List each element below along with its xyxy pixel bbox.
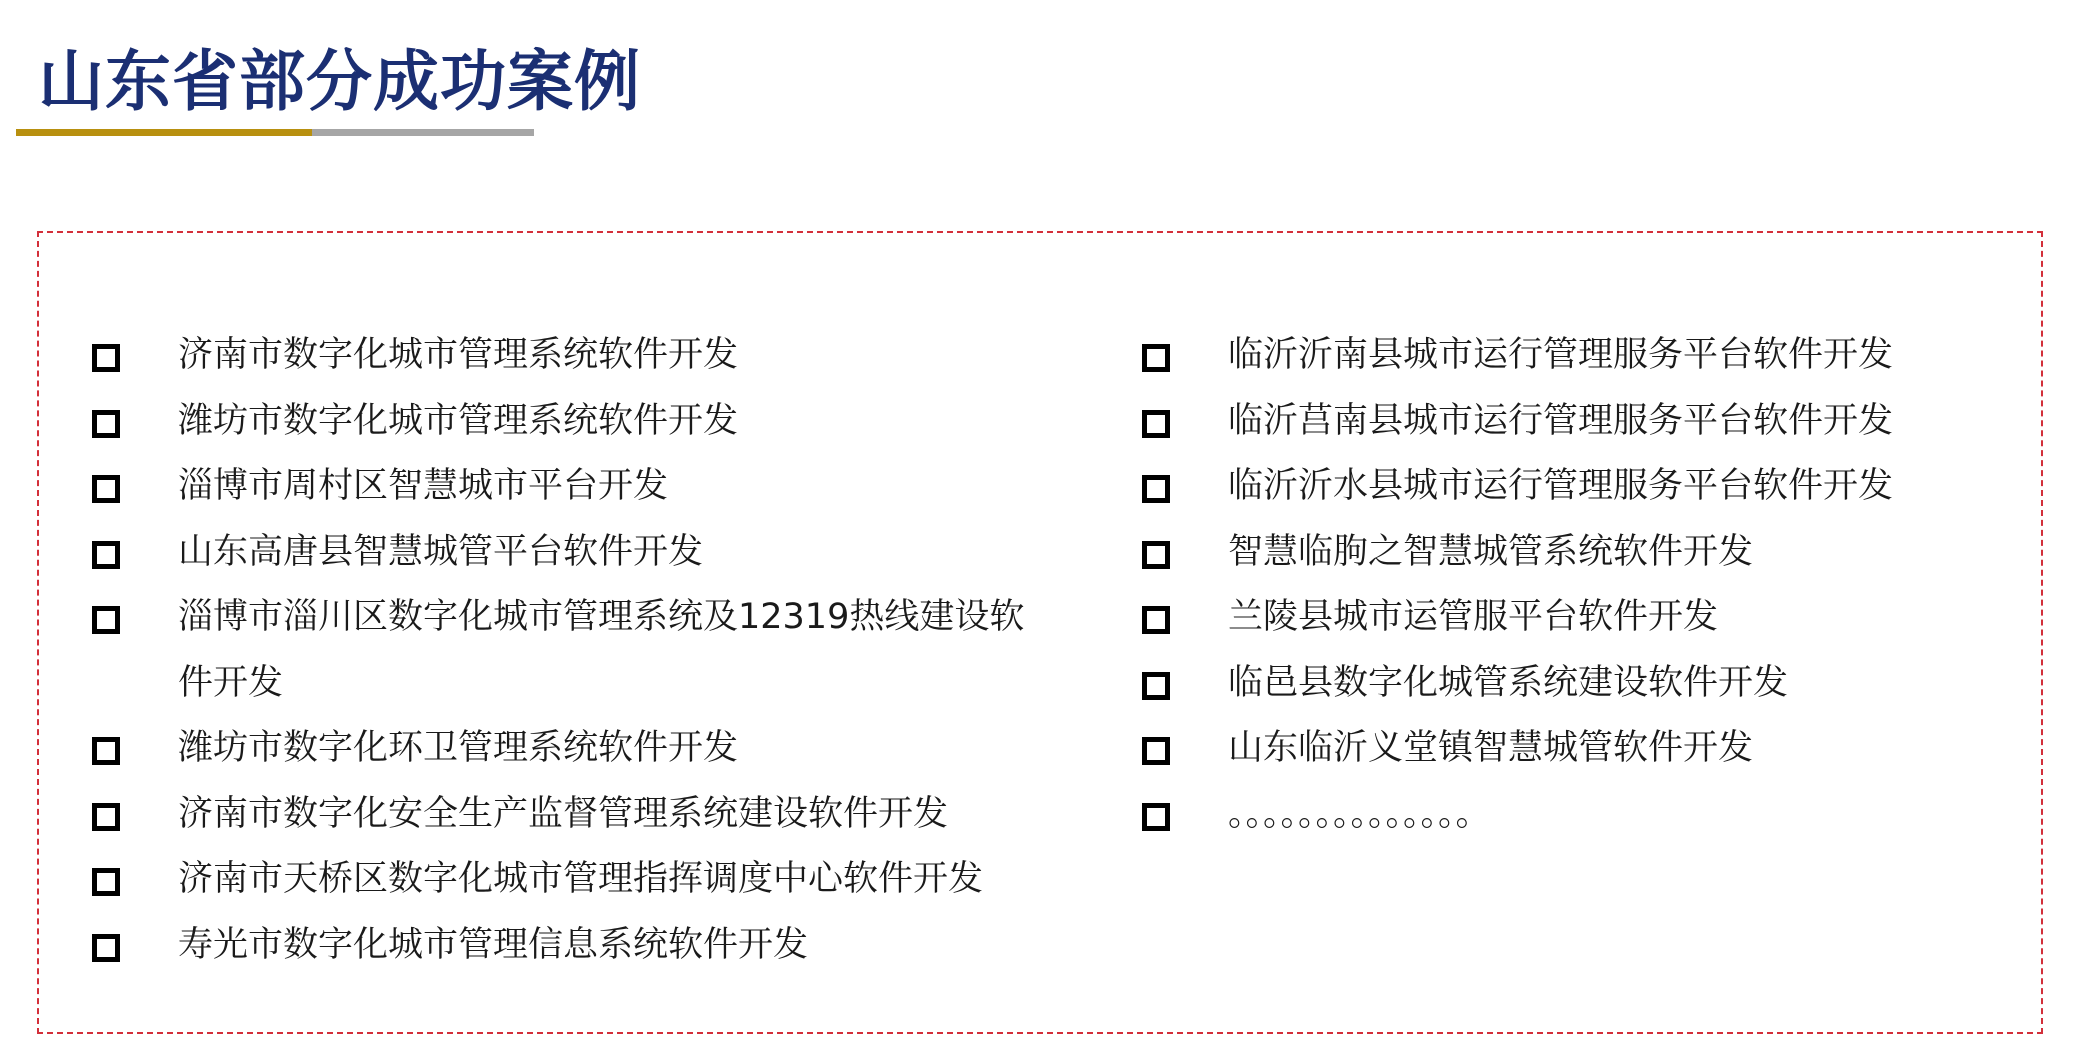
case-label: 寿光市数字化城市管理信息系统软件开发 — [178, 924, 809, 965]
square-bullet-icon — [1142, 410, 1170, 438]
list-item — [1142, 782, 2002, 848]
list-item — [1142, 389, 2002, 455]
square-bullet-icon — [92, 934, 120, 962]
square-bullet-icon — [92, 803, 120, 831]
case-label: 潍坊市数字化环卫管理系统软件开发 — [178, 728, 739, 768]
list-item — [1142, 651, 2002, 717]
case-label: 淄博市淄川区数字化城市管理系统及12319热线建设软件开发 — [178, 597, 1025, 703]
square-bullet-icon — [92, 737, 120, 765]
case-label: 淄博市周村区智慧城市平台开发 — [178, 466, 669, 506]
square-bullet-icon — [92, 606, 120, 634]
list-item — [92, 520, 1052, 586]
case-label: 智慧临朐之智慧城管系统软件开发 — [1228, 531, 1754, 572]
case-label: 潍坊市数字化城市管理系统软件开发 — [178, 400, 739, 441]
case-label: 济南市数字化城市管理系统软件开发 — [178, 335, 739, 375]
list-item — [92, 585, 1052, 716]
list-item — [92, 847, 1052, 913]
square-bullet-icon — [92, 541, 120, 569]
case-label: 山东高唐县智慧城管平台软件开发 — [178, 531, 704, 572]
square-bullet-icon — [92, 410, 120, 438]
list-item — [1142, 520, 2002, 586]
list-item — [1142, 454, 2002, 520]
case-list-left — [92, 323, 1052, 978]
list-item — [92, 716, 1052, 782]
case-label: 。。。。。。。。。。。。。。 — [1228, 793, 1491, 834]
case-label: 济南市天桥区数字化城市管理指挥调度中心软件开发 — [178, 859, 984, 899]
square-bullet-icon — [1142, 475, 1170, 503]
list-item — [92, 782, 1052, 848]
case-label: 兰陵县城市运管服平台软件开发 — [1228, 597, 1719, 637]
case-list-box — [37, 231, 2043, 1034]
square-bullet-icon — [92, 475, 120, 503]
square-bullet-icon — [92, 868, 120, 896]
title-underline-secondary — [312, 129, 534, 136]
case-label: 临沂沂南县城市运行管理服务平台软件开发 — [1228, 335, 1894, 375]
list-item — [1142, 716, 2002, 782]
square-bullet-icon — [1142, 606, 1170, 634]
list-item — [1142, 323, 2002, 389]
case-label: 临沂莒南县城市运行管理服务平台软件开发 — [1228, 400, 1894, 441]
case-list-right — [1142, 323, 2002, 847]
list-item — [92, 323, 1052, 389]
case-label: 山东临沂义堂镇智慧城管软件开发 — [1228, 728, 1754, 768]
list-item — [92, 389, 1052, 455]
case-label: 济南市数字化安全生产监督管理系统建设软件开发 — [178, 793, 949, 834]
square-bullet-icon — [1142, 541, 1170, 569]
case-label: 临沂沂水县城市运行管理服务平台软件开发 — [1228, 466, 1894, 506]
square-bullet-icon — [1142, 737, 1170, 765]
title-underline-primary — [16, 129, 312, 136]
square-bullet-icon — [1142, 672, 1170, 700]
square-bullet-icon — [1142, 344, 1170, 372]
list-item — [1142, 585, 2002, 651]
list-item — [92, 454, 1052, 520]
square-bullet-icon — [1142, 803, 1170, 831]
case-label: 临邑县数字化城管系统建设软件开发 — [1228, 662, 1789, 703]
page-title: 山东省部分成功案例 — [38, 43, 641, 120]
square-bullet-icon — [92, 344, 120, 372]
list-item — [92, 913, 1052, 979]
